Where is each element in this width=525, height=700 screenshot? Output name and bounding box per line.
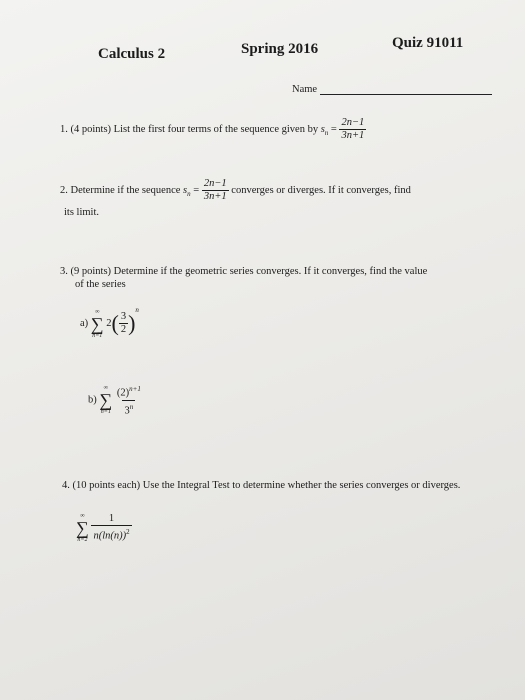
- q2-denominator: 3n+1: [203, 191, 227, 202]
- q4-lower-limit: n=2: [77, 537, 88, 543]
- quiz-title: Quiz 91011: [392, 35, 464, 51]
- question-1: [60, 117, 366, 142]
- q4-fraction: [91, 513, 131, 543]
- q1-denominator: 3n+1: [341, 130, 365, 141]
- q1-numerator: 2n−1: [341, 117, 365, 128]
- q1-fraction: [339, 117, 366, 142]
- q3b-den-base: 3: [124, 405, 130, 416]
- q3a-fraction: [119, 311, 128, 336]
- q2-equals: =: [193, 184, 200, 196]
- q3a-lower-limit: n=1: [92, 332, 103, 339]
- q3a-exponent: n: [135, 306, 139, 314]
- q3b-den-exponent: n: [129, 402, 134, 411]
- term-title: Spring 2016: [241, 41, 319, 57]
- q3-line-2: of the series: [75, 279, 126, 290]
- q3b-denominator: [122, 400, 135, 418]
- q3b-fraction: [115, 383, 143, 417]
- q3b-label: b): [88, 394, 97, 406]
- q1-equals: =: [330, 123, 337, 135]
- sigma-icon: ∑: [99, 390, 113, 410]
- q1-seq-var: s: [320, 123, 325, 135]
- q2-seq-sub: n: [187, 190, 191, 198]
- q3a-upper-limit: ∞: [95, 308, 100, 315]
- q3a-label: a): [80, 318, 89, 330]
- q3-line-1: 3. (9 points) Determine if the geometric series converges. If it converges, find the value: [60, 266, 428, 277]
- q2-text-before: 2. Determine if the sequence: [60, 184, 181, 196]
- q4-numerator: 1: [108, 513, 115, 525]
- q3b-lower-limit: n=1: [100, 409, 111, 415]
- q3a-series: [80, 306, 139, 340]
- q2-numerator: 2n−1: [203, 178, 227, 189]
- q3a-coefficient: 2: [106, 318, 112, 330]
- q4-upper-limit: ∞: [80, 513, 85, 519]
- q1-seq-sub: n: [324, 129, 329, 137]
- q3b-numerator: [115, 383, 143, 400]
- q2-seq-var: s: [183, 184, 188, 196]
- q2-line-2: its limit.: [64, 207, 100, 218]
- q3a-denominator: 2: [120, 324, 127, 336]
- name-label: Name: [292, 84, 318, 95]
- q4-den-base: n(ln(n)): [93, 530, 127, 542]
- q2-fraction: [202, 178, 229, 203]
- question-4: 4. (10 points each) Use the Integral Test to determine whether the series converges or diverges.: [62, 480, 461, 491]
- course-title: Calculus 2: [98, 46, 166, 62]
- q4-sigma: [76, 512, 89, 544]
- sigma-icon: ∑: [76, 518, 89, 538]
- q3a-right-paren: ): [128, 310, 136, 336]
- q3a-numerator: 3: [120, 311, 127, 323]
- q3b-num-exponent: n+1: [129, 385, 141, 393]
- name-blank-line[interactable]: [320, 94, 492, 95]
- q3a-left-paren: (: [111, 310, 119, 336]
- q4-series: [76, 512, 132, 544]
- q4-denominator: [91, 525, 131, 543]
- q3b-series: [88, 383, 143, 417]
- q3b-upper-limit: ∞: [103, 385, 108, 391]
- q1-text: 1. (4 points) List the first four terms of the sequence given by: [60, 123, 319, 135]
- q4-den-exponent: 2: [126, 528, 130, 537]
- sigma-icon: ∑: [90, 313, 104, 334]
- q3b-num-base: (2): [116, 387, 130, 399]
- q2-text-after: converges or diverges. If it converges, find: [231, 184, 411, 196]
- q3a-sigma: [91, 308, 104, 340]
- q3b-sigma: [99, 384, 112, 416]
- question-2: [60, 178, 411, 203]
